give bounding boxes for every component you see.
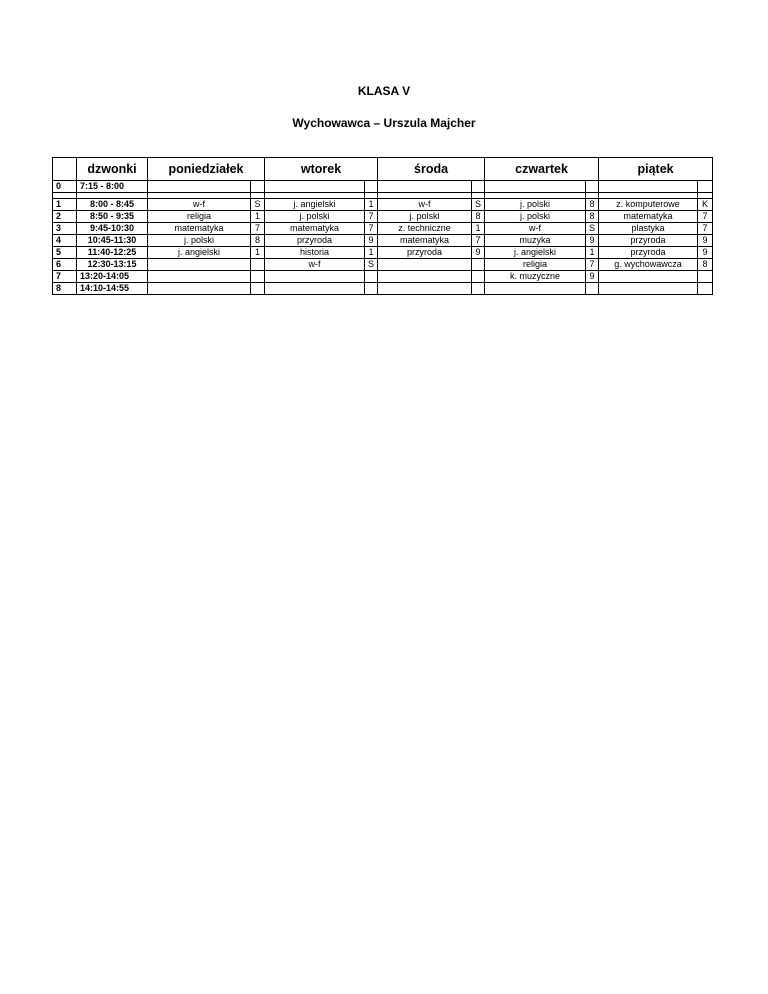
- subject-cell: w-f: [148, 199, 251, 211]
- subject-cell: z. komputerowe: [599, 199, 698, 211]
- lesson-number: 5: [53, 247, 77, 259]
- subject-cell: [265, 181, 365, 193]
- room-cell: [251, 181, 265, 193]
- subject-cell: w-f: [378, 199, 472, 211]
- subject-cell: matematyka: [378, 235, 472, 247]
- subject-cell: przyroda: [599, 247, 698, 259]
- subject-cell: religia: [148, 211, 251, 223]
- subject-cell: religia: [485, 259, 586, 271]
- header-day-1: wtorek: [265, 158, 378, 181]
- subject-cell: [485, 283, 586, 295]
- page-title: KLASA V: [357, 84, 411, 98]
- lesson-time: 14:10-14:55: [77, 283, 148, 295]
- subject-cell: muzyka: [485, 235, 586, 247]
- subject-cell: k. muzyczne: [485, 271, 586, 283]
- lesson-number: 4: [53, 235, 77, 247]
- lesson-number: 3: [53, 223, 77, 235]
- subject-cell: j. polski: [378, 211, 472, 223]
- lesson-row: [53, 259, 713, 271]
- header-day-4: piątek: [599, 158, 713, 181]
- room-cell: 7: [251, 223, 265, 235]
- lesson-row: [53, 283, 713, 295]
- room-cell: [365, 271, 378, 283]
- room-cell: S: [472, 199, 485, 211]
- room-cell: [472, 181, 485, 193]
- room-cell: [251, 283, 265, 295]
- lesson-time: 10:45-11:30: [77, 235, 148, 247]
- subject-cell: j. polski: [485, 199, 586, 211]
- subject-cell: [148, 271, 251, 283]
- lesson-row: [53, 211, 713, 223]
- subject-cell: j. angielski: [265, 199, 365, 211]
- header-row: [53, 158, 713, 181]
- room-cell: [698, 181, 713, 193]
- subject-cell: j. polski: [265, 211, 365, 223]
- room-cell: [472, 259, 485, 271]
- room-cell: 7: [698, 211, 713, 223]
- room-cell: 1: [251, 247, 265, 259]
- room-cell: [698, 271, 713, 283]
- lesson-number: 6: [53, 259, 77, 271]
- room-cell: [365, 181, 378, 193]
- room-cell: 9: [698, 235, 713, 247]
- subject-cell: j. polski: [485, 211, 586, 223]
- room-cell: 9: [365, 235, 378, 247]
- subject-cell: w-f: [265, 259, 365, 271]
- header-day-3: czwartek: [485, 158, 599, 181]
- subject-cell: [378, 259, 472, 271]
- room-cell: [472, 271, 485, 283]
- subject-cell: [378, 181, 472, 193]
- lesson-number: 8: [53, 283, 77, 295]
- room-cell: 1: [472, 223, 485, 235]
- room-cell: [365, 283, 378, 295]
- room-cell: 9: [472, 247, 485, 259]
- room-cell: 7: [586, 259, 599, 271]
- subject-cell: [148, 181, 251, 193]
- room-cell: 9: [586, 235, 599, 247]
- lesson-number: 2: [53, 211, 77, 223]
- subject-cell: [378, 283, 472, 295]
- lesson-row: [53, 247, 713, 259]
- room-cell: S: [365, 259, 378, 271]
- room-cell: [698, 283, 713, 295]
- room-cell: 9: [698, 247, 713, 259]
- subject-cell: j. angielski: [485, 247, 586, 259]
- room-cell: 8: [251, 235, 265, 247]
- room-cell: 7: [365, 223, 378, 235]
- subject-cell: w-f: [485, 223, 586, 235]
- room-cell: 7: [472, 235, 485, 247]
- room-cell: [586, 181, 599, 193]
- room-cell: S: [251, 199, 265, 211]
- room-cell: 9: [586, 271, 599, 283]
- room-cell: 8: [472, 211, 485, 223]
- lesson-time: 12:30-13:15: [77, 259, 148, 271]
- subject-cell: matematyka: [265, 223, 365, 235]
- lesson-row: [53, 223, 713, 235]
- subject-cell: [378, 271, 472, 283]
- room-cell: 7: [365, 211, 378, 223]
- lesson-time: 8:50 - 9:35: [77, 211, 148, 223]
- subject-cell: plastyka: [599, 223, 698, 235]
- room-cell: [586, 283, 599, 295]
- subject-cell: j. angielski: [148, 247, 251, 259]
- timetable: [52, 157, 713, 295]
- subject-cell: przyroda: [265, 235, 365, 247]
- lesson-time: 7:15 - 8:00: [77, 181, 148, 193]
- room-cell: 1: [365, 247, 378, 259]
- header-bells: dzwonki: [77, 158, 148, 181]
- lesson-time: 11:40-12:25: [77, 247, 148, 259]
- lesson-row: [53, 181, 713, 193]
- lesson-row: [53, 235, 713, 247]
- subject-cell: matematyka: [599, 211, 698, 223]
- room-cell: K: [698, 199, 713, 211]
- subject-cell: [485, 181, 586, 193]
- header-day-2: środa: [378, 158, 485, 181]
- room-cell: 1: [586, 247, 599, 259]
- lesson-row: [53, 271, 713, 283]
- room-cell: 1: [365, 199, 378, 211]
- room-cell: [251, 259, 265, 271]
- room-cell: [472, 283, 485, 295]
- subject-cell: z. techniczne: [378, 223, 472, 235]
- subject-cell: j. polski: [148, 235, 251, 247]
- subject-cell: [265, 283, 365, 295]
- subject-cell: [265, 271, 365, 283]
- lesson-number: 7: [53, 271, 77, 283]
- room-cell: 8: [586, 199, 599, 211]
- subject-cell: historia: [265, 247, 365, 259]
- room-cell: 1: [251, 211, 265, 223]
- subject-cell: [599, 283, 698, 295]
- header-corner-cell: [53, 158, 77, 181]
- subject-cell: [148, 283, 251, 295]
- subject-cell: przyroda: [378, 247, 472, 259]
- room-cell: 7: [698, 223, 713, 235]
- room-cell: 8: [586, 211, 599, 223]
- subject-cell: [148, 259, 251, 271]
- room-cell: S: [586, 223, 599, 235]
- header-day-0: poniedziałek: [148, 158, 265, 181]
- room-cell: 8: [698, 259, 713, 271]
- room-cell: [251, 271, 265, 283]
- lesson-time: 8:00 - 8:45: [77, 199, 148, 211]
- subject-cell: g. wychowawcza: [599, 259, 698, 271]
- lesson-time: 9:45-10:30: [77, 223, 148, 235]
- lesson-number: 0: [53, 181, 77, 193]
- subject-cell: przyroda: [599, 235, 698, 247]
- lesson-number: 1: [53, 199, 77, 211]
- subject-cell: [599, 181, 698, 193]
- page-subtitle: Wychowawca – Urszula Majcher: [292, 116, 476, 130]
- lesson-row: [53, 199, 713, 211]
- lesson-time: 13:20-14:05: [77, 271, 148, 283]
- subject-cell: matematyka: [148, 223, 251, 235]
- subject-cell: [599, 271, 698, 283]
